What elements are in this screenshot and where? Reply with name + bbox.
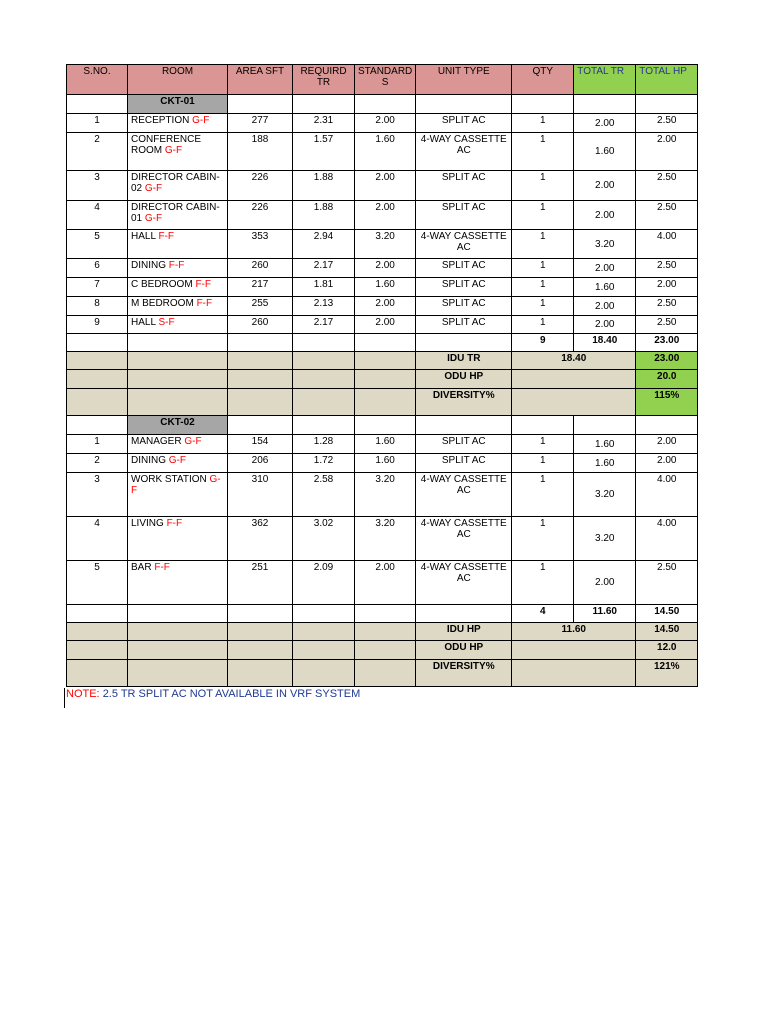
empty-cell: [355, 370, 416, 389]
sno-cell: 6: [67, 259, 128, 278]
sno-cell: 7: [67, 278, 128, 297]
room-cell: [128, 259, 228, 278]
empty-cell: [128, 641, 228, 660]
header-required: REQUIRD TR: [293, 65, 355, 95]
standard-cell: 1.60: [355, 278, 416, 297]
header-total-hp: TOTAL HP: [636, 65, 698, 95]
sno-cell: 5: [67, 230, 128, 259]
qty-cell: 1: [512, 517, 574, 561]
empty-cell: [228, 370, 293, 389]
table-row: [67, 259, 698, 278]
standard-cell: 2.00: [355, 297, 416, 316]
table-row: [67, 278, 698, 297]
required-cell: 1.72: [293, 454, 355, 473]
area-cell: 217: [228, 278, 293, 297]
empty-cell: [228, 334, 293, 352]
room-cell: [128, 454, 228, 473]
standard-cell: 2.00: [355, 259, 416, 278]
unit-type-cell: 4-WAY CASSETTE AC: [416, 230, 512, 259]
area-cell: 362: [228, 517, 293, 561]
floor-tag: G-F: [168, 455, 186, 466]
diversity-empty: [512, 389, 636, 416]
unit-type-cell: SPLIT AC: [416, 278, 512, 297]
room-name: C BEDROOM: [131, 279, 193, 290]
room-cell: [128, 230, 228, 259]
floor-tag: F-F: [195, 279, 211, 290]
area-cell: 226: [228, 171, 293, 201]
empty-cell: [293, 95, 355, 114]
qty-cell: 1: [512, 114, 574, 133]
empty-cell: [67, 623, 128, 641]
empty-cell: [416, 334, 512, 352]
total-hp-cell: 2.00: [636, 133, 698, 171]
total-hp-cell: 2.50: [636, 201, 698, 230]
sno-cell: 4: [67, 517, 128, 561]
idu-row: [67, 352, 698, 370]
empty-cell: [228, 605, 293, 623]
empty-cell: [355, 334, 416, 352]
area-cell: 226: [228, 201, 293, 230]
total-qty: 4: [512, 605, 574, 623]
empty-cell: [293, 389, 355, 416]
circuit-label: CKT-02: [128, 416, 228, 435]
circuit-label: CKT-01: [128, 95, 228, 114]
empty-cell: [355, 389, 416, 416]
total-tr-cell: 3.20: [574, 230, 636, 259]
total-tr-sum: 11.60: [574, 605, 636, 623]
table-row: [67, 454, 698, 473]
total-tr-cell: 2.00: [574, 171, 636, 201]
empty-cell: [416, 416, 512, 435]
standard-cell: 3.20: [355, 230, 416, 259]
empty-cell: [293, 641, 355, 660]
empty-cell: [636, 95, 698, 114]
ac-load-table: [66, 64, 698, 687]
idu-label: IDU HP: [416, 623, 512, 641]
empty-cell: [228, 95, 293, 114]
qty-cell: 1: [512, 259, 574, 278]
unit-type-cell: SPLIT AC: [416, 435, 512, 454]
room-cell: [128, 201, 228, 230]
empty-cell: [67, 416, 128, 435]
unit-type-cell: 4-WAY CASSETTE AC: [416, 473, 512, 517]
diversity-value: 121%: [636, 660, 698, 687]
room-name: BAR: [131, 562, 152, 573]
table-row: [67, 114, 698, 133]
room-name: MANAGER: [131, 436, 182, 447]
odu-row: [67, 641, 698, 660]
total-tr-cell: 3.20: [574, 517, 636, 561]
room-cell: [128, 561, 228, 605]
room-cell: [128, 435, 228, 454]
empty-cell: [512, 416, 574, 435]
area-cell: 310: [228, 473, 293, 517]
required-cell: 2.17: [293, 259, 355, 278]
diversity-row: [67, 389, 698, 416]
sno-cell: 2: [67, 133, 128, 171]
total-tr-cell: 2.00: [574, 201, 636, 230]
empty-cell: [67, 389, 128, 416]
header-unit-type: UNIT TYPE: [416, 65, 512, 95]
total-qty: 9: [512, 334, 574, 352]
required-cell: 2.13: [293, 297, 355, 316]
room-name: DINING: [131, 260, 166, 271]
qty-cell: 1: [512, 133, 574, 171]
table-row: [67, 171, 698, 201]
empty-cell: [128, 352, 228, 370]
empty-cell: [67, 605, 128, 623]
table-row: [67, 561, 698, 605]
diversity-value: 115%: [636, 389, 698, 416]
circuit-label-row: [67, 95, 698, 114]
floor-tag: F-F: [154, 562, 170, 573]
total-tr-cell: 2.00: [574, 561, 636, 605]
empty-cell: [128, 370, 228, 389]
total-hp-cell: 2.50: [636, 561, 698, 605]
standard-cell: 3.20: [355, 473, 416, 517]
idu-hp-value: 14.50: [636, 623, 698, 641]
room-cell: [128, 316, 228, 334]
standard-cell: 1.60: [355, 454, 416, 473]
total-hp-cell: 4.00: [636, 230, 698, 259]
required-cell: 2.17: [293, 316, 355, 334]
unit-type-cell: 4-WAY CASSETTE AC: [416, 561, 512, 605]
header-area: AREA SFT: [228, 65, 293, 95]
empty-cell: [293, 352, 355, 370]
standard-cell: 2.00: [355, 561, 416, 605]
odu-empty: [512, 370, 636, 389]
required-cell: 2.94: [293, 230, 355, 259]
unit-type-cell: SPLIT AC: [416, 297, 512, 316]
empty-cell: [416, 95, 512, 114]
standard-cell: 1.60: [355, 133, 416, 171]
table-row: [67, 297, 698, 316]
empty-cell: [293, 416, 355, 435]
room-cell: [128, 517, 228, 561]
empty-cell: [636, 416, 698, 435]
area-cell: 154: [228, 435, 293, 454]
header-sno: S.NO.: [67, 65, 128, 95]
totals-row: [67, 334, 698, 352]
area-cell: 206: [228, 454, 293, 473]
floor-tag: G-F: [144, 213, 163, 224]
total-hp-cell: 2.00: [636, 278, 698, 297]
empty-cell: [355, 641, 416, 660]
qty-cell: 1: [512, 316, 574, 334]
header-total-tr: TOTAL TR: [574, 65, 636, 95]
total-tr-cell: 1.60: [574, 133, 636, 171]
total-hp-sum: 23.00: [636, 334, 698, 352]
sheet-edge-line: [64, 688, 65, 708]
area-cell: 188: [228, 133, 293, 171]
total-tr-cell: 2.00: [574, 259, 636, 278]
table-row: [67, 473, 698, 517]
total-tr-sum: 18.40: [574, 334, 636, 352]
total-tr-cell: 2.00: [574, 316, 636, 334]
total-hp-sum: 14.50: [636, 605, 698, 623]
sno-cell: 8: [67, 297, 128, 316]
total-hp-cell: 2.50: [636, 297, 698, 316]
room-name: RECEPTION: [131, 115, 190, 126]
empty-cell: [355, 416, 416, 435]
table-row: [67, 316, 698, 334]
total-hp-cell: 2.50: [636, 316, 698, 334]
standard-cell: 2.00: [355, 171, 416, 201]
table-row: [67, 435, 698, 454]
diversity-row: [67, 660, 698, 687]
total-tr-cell: 2.00: [574, 114, 636, 133]
empty-cell: [293, 334, 355, 352]
required-cell: 2.09: [293, 561, 355, 605]
table-row: [67, 230, 698, 259]
floor-tag: G-F: [192, 115, 210, 126]
unit-type-cell: SPLIT AC: [416, 171, 512, 201]
empty-cell: [512, 95, 574, 114]
qty-cell: 1: [512, 171, 574, 201]
empty-cell: [574, 416, 636, 435]
total-tr-cell: 1.60: [574, 278, 636, 297]
room-cell: [128, 297, 228, 316]
standard-cell: 2.00: [355, 316, 416, 334]
total-hp-cell: 2.50: [636, 114, 698, 133]
room-name: LIVING: [131, 518, 164, 529]
unit-type-cell: 4-WAY CASSETTE AC: [416, 517, 512, 561]
unit-type-cell: SPLIT AC: [416, 201, 512, 230]
empty-cell: [128, 334, 228, 352]
empty-cell: [67, 370, 128, 389]
empty-cell: [128, 660, 228, 687]
note-label: NOTE:: [66, 688, 100, 700]
empty-cell: [128, 605, 228, 623]
empty-cell: [67, 352, 128, 370]
required-cell: 1.88: [293, 171, 355, 201]
empty-cell: [293, 660, 355, 687]
room-name: HALL: [131, 317, 156, 328]
empty-cell: [355, 660, 416, 687]
total-hp-cell: 4.00: [636, 517, 698, 561]
note: [66, 688, 360, 700]
empty-cell: [355, 95, 416, 114]
empty-cell: [228, 416, 293, 435]
totals-row: [67, 605, 698, 623]
room-name: HALL: [131, 231, 156, 242]
floor-tag: F-F: [166, 518, 183, 529]
odu-value: 12.0: [636, 641, 698, 660]
area-cell: 260: [228, 316, 293, 334]
standard-cell: 3.20: [355, 517, 416, 561]
floor-tag: S-F: [158, 317, 175, 328]
qty-cell: 1: [512, 230, 574, 259]
empty-cell: [355, 623, 416, 641]
qty-cell: 1: [512, 454, 574, 473]
sno-cell: 2: [67, 454, 128, 473]
required-cell: 2.58: [293, 473, 355, 517]
floor-tag: G-F: [164, 145, 183, 156]
total-hp-cell: 2.50: [636, 259, 698, 278]
total-hp-cell: 2.50: [636, 171, 698, 201]
total-hp-cell: 4.00: [636, 473, 698, 517]
room-name: CONFERENCE ROOM: [131, 134, 202, 156]
header-row: [67, 65, 698, 95]
unit-type-cell: SPLIT AC: [416, 454, 512, 473]
room-cell: [128, 114, 228, 133]
qty-cell: 1: [512, 561, 574, 605]
header-room: ROOM: [128, 65, 228, 95]
total-tr-cell: 3.20: [574, 473, 636, 517]
room-name: DIRECTOR CABIN-01: [131, 202, 220, 224]
unit-type-cell: SPLIT AC: [416, 259, 512, 278]
area-cell: 251: [228, 561, 293, 605]
room-name: DIRECTOR CABIN-02: [131, 172, 220, 194]
unit-type-cell: SPLIT AC: [416, 114, 512, 133]
empty-cell: [67, 334, 128, 352]
empty-cell: [128, 389, 228, 416]
odu-value: 20.0: [636, 370, 698, 389]
idu-label: IDU TR: [416, 352, 512, 370]
room-name: WORK STATION: [131, 474, 207, 485]
required-cell: 2.31: [293, 114, 355, 133]
required-cell: 1.81: [293, 278, 355, 297]
room-cell: [128, 171, 228, 201]
odu-empty: [512, 641, 636, 660]
empty-cell: [293, 623, 355, 641]
header-standards: STANDARD S: [355, 65, 416, 95]
odu-label: ODU HP: [416, 370, 512, 389]
area-cell: 277: [228, 114, 293, 133]
empty-cell: [355, 605, 416, 623]
area-cell: 255: [228, 297, 293, 316]
floor-tag: G-F: [184, 436, 202, 447]
idu-value: 11.60: [512, 623, 636, 641]
header-qty: QTY: [512, 65, 574, 95]
odu-label: ODU HP: [416, 641, 512, 660]
qty-cell: 1: [512, 473, 574, 517]
diversity-empty: [512, 660, 636, 687]
qty-cell: 1: [512, 201, 574, 230]
empty-cell: [128, 623, 228, 641]
empty-cell: [67, 660, 128, 687]
empty-cell: [228, 623, 293, 641]
sno-cell: 1: [67, 114, 128, 133]
empty-cell: [67, 641, 128, 660]
idu-row: [67, 623, 698, 641]
standard-cell: 2.00: [355, 114, 416, 133]
floor-tag: G-F: [131, 474, 221, 496]
empty-cell: [228, 389, 293, 416]
area-cell: 260: [228, 259, 293, 278]
room-name: M BEDROOM: [131, 298, 194, 309]
standard-cell: 1.60: [355, 435, 416, 454]
area-cell: 353: [228, 230, 293, 259]
room-cell: [128, 278, 228, 297]
sno-cell: 3: [67, 171, 128, 201]
circuit-label-row: [67, 416, 698, 435]
standard-cell: 2.00: [355, 201, 416, 230]
floor-tag: F-F: [168, 260, 185, 271]
note-text: 2.5 TR SPLIT AC NOT AVAILABLE IN VRF SYSTEM: [102, 688, 361, 700]
odu-row: [67, 370, 698, 389]
empty-cell: [574, 95, 636, 114]
table-row: [67, 201, 698, 230]
empty-cell: [293, 605, 355, 623]
table-row: [67, 517, 698, 561]
empty-cell: [416, 605, 512, 623]
required-cell: 1.28: [293, 435, 355, 454]
required-cell: 1.57: [293, 133, 355, 171]
diversity-label: DIVERSITY%: [416, 660, 512, 687]
floor-tag: F-F: [158, 231, 174, 242]
room-cell: [128, 473, 228, 517]
floor-tag: G-F: [144, 183, 163, 194]
empty-cell: [67, 95, 128, 114]
total-tr-cell: 1.60: [574, 435, 636, 454]
empty-cell: [355, 352, 416, 370]
unit-type-cell: SPLIT AC: [416, 316, 512, 334]
table-row: [67, 133, 698, 171]
empty-cell: [228, 641, 293, 660]
idu-value: 18.40: [512, 352, 636, 370]
qty-cell: 1: [512, 297, 574, 316]
total-tr-cell: 1.60: [574, 454, 636, 473]
sno-cell: 5: [67, 561, 128, 605]
sno-cell: 9: [67, 316, 128, 334]
sno-cell: 3: [67, 473, 128, 517]
total-tr-cell: 2.00: [574, 297, 636, 316]
total-hp-cell: 2.00: [636, 454, 698, 473]
floor-tag: F-F: [196, 298, 213, 309]
empty-cell: [228, 660, 293, 687]
sno-cell: 4: [67, 201, 128, 230]
required-cell: 1.88: [293, 201, 355, 230]
empty-cell: [293, 370, 355, 389]
qty-cell: 1: [512, 278, 574, 297]
room-cell: [128, 133, 228, 171]
empty-cell: [228, 352, 293, 370]
idu-hp-value: 23.00: [636, 352, 698, 370]
sno-cell: 1: [67, 435, 128, 454]
diversity-label: DIVERSITY%: [416, 389, 512, 416]
unit-type-cell: 4-WAY CASSETTE AC: [416, 133, 512, 171]
total-hp-cell: 2.00: [636, 435, 698, 454]
qty-cell: 1: [512, 435, 574, 454]
required-cell: 3.02: [293, 517, 355, 561]
room-name: DINING: [131, 455, 166, 466]
